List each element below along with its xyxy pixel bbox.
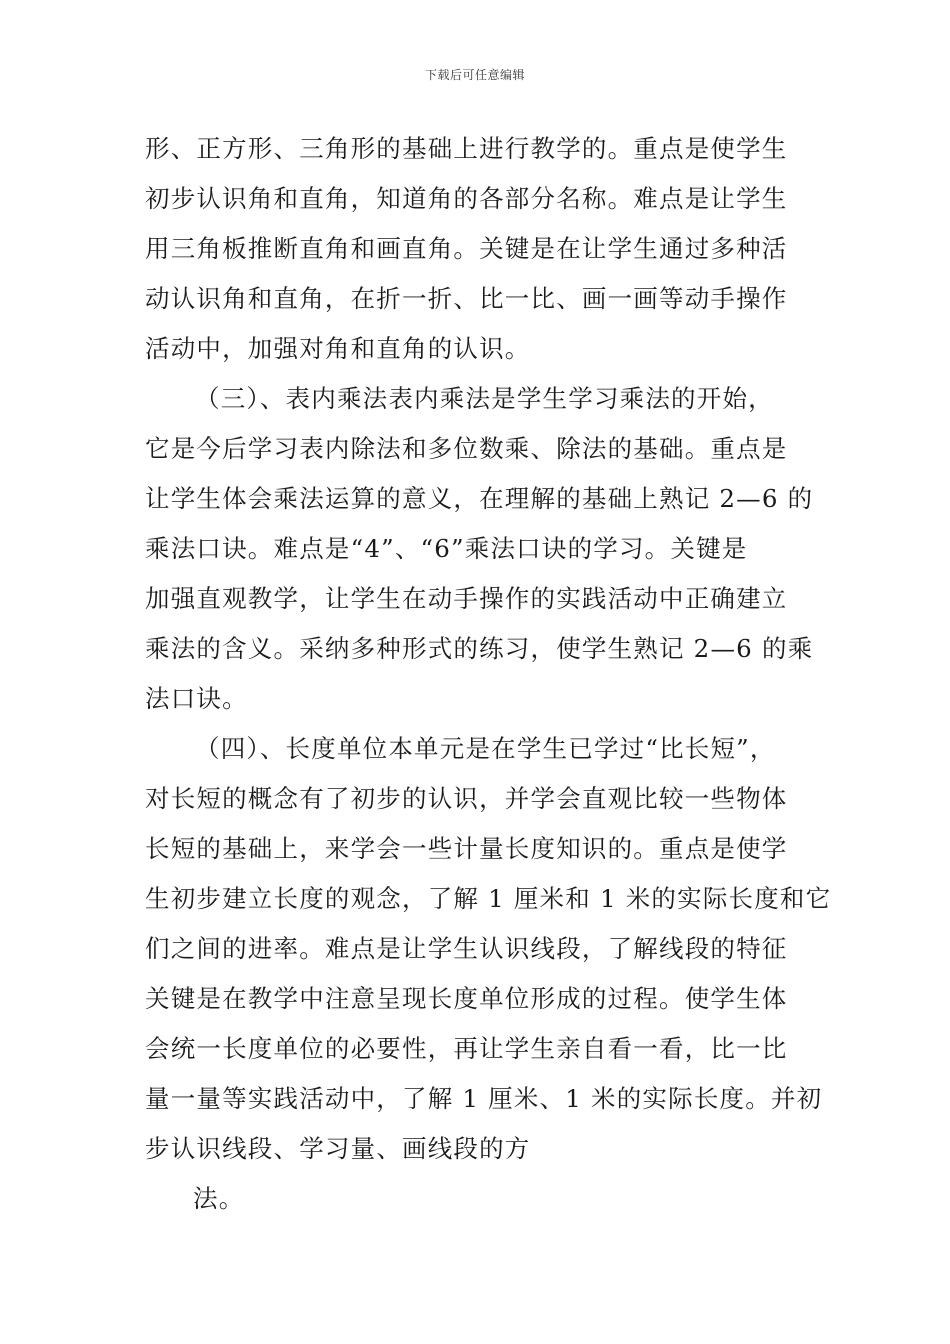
page-header: 下载后可任意编辑 bbox=[424, 68, 525, 82]
section-heading-line: （四）、长度单位本单元是在学生已学过“比长短”， bbox=[195, 734, 776, 763]
paragraph-line: 生初步建立长度的观念，了解 1 厘米和 1 米的实际长度和它 bbox=[145, 884, 832, 913]
paragraph-line: 乘法口诀。难点是“4”、“6”乘法口诀的学习。关键是 bbox=[145, 534, 748, 563]
paragraph-line: 活动中，加强对角和直角的认识。 bbox=[145, 334, 531, 363]
paragraph-line: 用三角板推断直角和画直角。关键是在让学生通过多种活 bbox=[145, 234, 788, 263]
paragraph-line: 形、正方形、三角形的基础上进行教学的。重点是使学生 bbox=[145, 134, 788, 163]
paragraph-line: 步认识线段、学习量、画线段的方 bbox=[145, 1134, 531, 1163]
paragraph-line: 会统一长度单位的必要性，再让学生亲自看一看，比一比 bbox=[145, 1034, 788, 1063]
paragraph-line: 让学生体会乘法运算的意义，在理解的基础上熟记 2—6 的 bbox=[145, 484, 814, 513]
paragraph-line: 对长短的概念有了初步的认识，并学会直观比较一些物体 bbox=[145, 784, 788, 813]
paragraph-line: 关键是在教学中注意呈现长度单位形成的过程。使学生体 bbox=[145, 984, 788, 1013]
paragraph-line: 长短的基础上，来学会一些计量长度知识的。重点是使学 bbox=[145, 834, 788, 863]
paragraph-line: 们之间的进率。难点是让学生认识线段，了解线段的特征 bbox=[145, 934, 788, 963]
paragraph-line: 法。 bbox=[193, 1184, 245, 1213]
paragraph-line: 法口诀。 bbox=[145, 684, 248, 713]
paragraph-line: 初步认识角和直角，知道角的各部分名称。难点是让学生 bbox=[145, 184, 788, 213]
paragraph-line: 动认识角和直角，在折一折、比一比、画一画等动手操作 bbox=[145, 284, 788, 313]
paragraph-line: 它是今后学习表内除法和多位数乘、除法的基础。重点是 bbox=[145, 434, 788, 463]
paragraph-line: 加强直观教学，让学生在动手操作的实践活动中正确建立 bbox=[145, 584, 788, 613]
paragraph-line: 量一量等实践活动中，了解 1 厘米、1 米的实际长度。并初 bbox=[145, 1084, 823, 1113]
paragraph-line: 乘法的含义。采纳多种形式的练习，使学生熟记 2—6 的乘 bbox=[145, 634, 814, 663]
section-heading-line: （三）、表内乘法表内乘法是学生学习乘法的开始， bbox=[195, 384, 774, 413]
